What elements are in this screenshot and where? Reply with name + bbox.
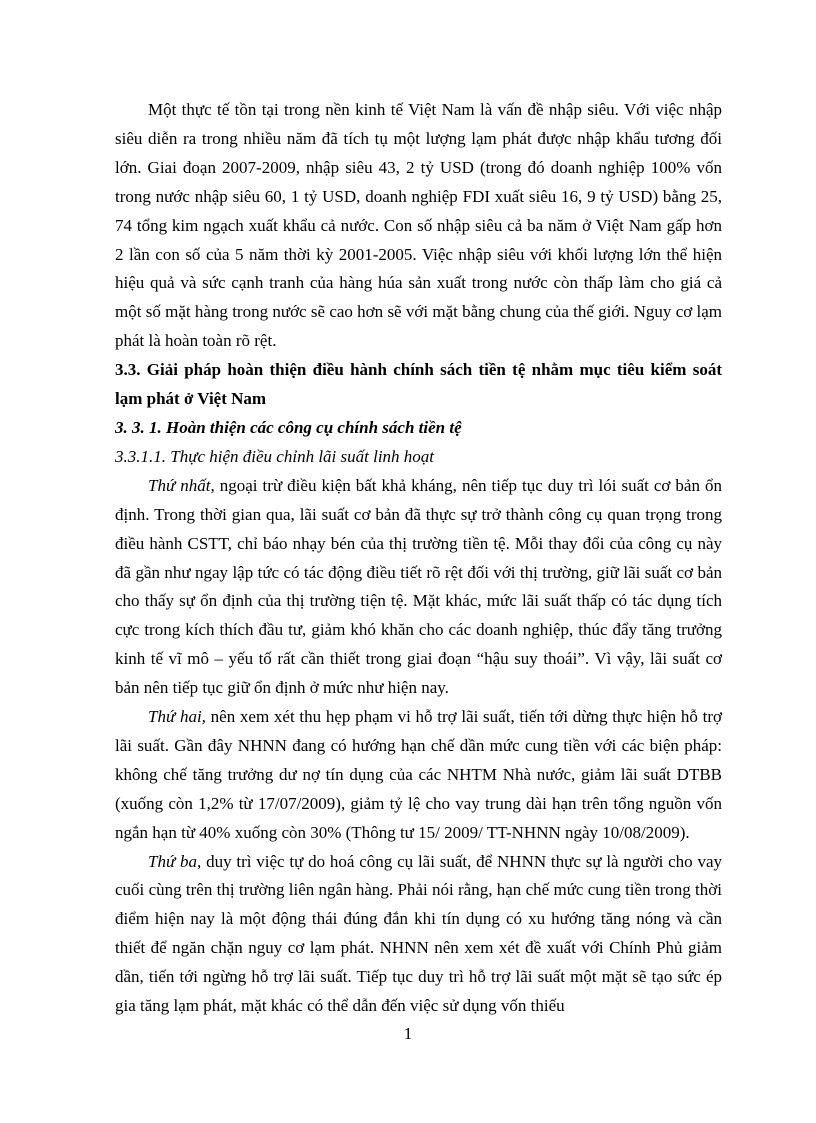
heading-section-3-3-1-1: 3.3.1.1. Thực hiện điều chỉnh lãi suất linh hoạt [115, 446, 435, 466]
paragraph-first-text: ngoại trừ điều kiện bất khả kháng, nên tiếp tục duy trì lói suất cơ bản ổn định. Trong thời gian qua, lãi suất cơ bản đã thực sự trở thành công cụ quan trọng trong điều hành CSTT, chỉ báo nhạy bén của thị trường tiền tệ. Mỗi thay đổi của công cụ này đã gần như ngay lập tức có tác động điều tiết rõ rệt đối với thị trường, giữ lãi suất cơ bản cho thấy sự ổn định của thị trường tiện tệ. Mặt khác, mức lãi suất thấp có tác dụng tích cực trong kích thích đầu tư, giảm khó khăn cho các doanh nghiệp, thúc đẩy tăng trưởng kinh tế vĩ mô – yếu tố rất cần thiết trong giai đoạn “hậu suy thoái”. Vì vậy, lãi suất cơ bản nên tiếp tục giữ ổn định ở mức như hiện nay. [115, 475, 722, 698]
paragraph-third [115, 848, 722, 1021]
paragraph-import-surplus: Một thực tế tồn tại trong nền kinh tế Việt Nam là vấn đề nhập siêu. Với việc nhập siêu diễn ra trong nhiều năm đã tích tụ một lượng lạm phát được nhập khẩu tương đối lớn. Giai đoạn 2007-2009, nhập siêu 43, 2 tỷ USD (trong đó doanh nghiệp 100% vốn trong nước nhập siêu 60, 1 tỷ USD, doanh nghiệp FDI xuất siêu 16, 9 tỷ USD) bằng 25, 74 tổng kim ngạch xuất khẩu cả nước. Con số nhập siêu cả ba năm ở Việt Nam gấp hơn 2 lần con số của 5 năm thời kỳ 2001-2005. Việc nhập siêu với khối lượng lớn thể hiện hiệu quả và sức cạnh tranh của hàng húa sản xuất trong nước còn thấp làm cho giá cả một số mặt hàng trong nước sẽ cao hơn sẽ với mặt bằng chung của thế giới. Nguy cơ lạm phát là hoàn toàn rõ rệt. [115, 100, 722, 351]
paragraph-second-text: nên xem xét thu hẹp phạm vi hỗ trợ lãi suất, tiến tới dừng thực hiện hỗ trợ lãi suất. Gần đây NHNN đang có hướng hạn chế dần mức cung tiền với các biện pháp: không chế tăng trưởng dư nợ tín dụng của các NHTM Nhà nước, giảm lãi suất DTBB (xuống còn 1,2% từ 17/07/2009), giảm tỷ lệ cho vay trung dài hạn trên tổng nguồn vốn ngắn hạn từ 40% xuống còn 30% (Thông tư 15/ 2009/ TT-NHNN ngày 10/08/2009). [115, 707, 722, 842]
heading-section-3-3-1: 3. 3. 1. Hoàn thiện các công cụ chính sách tiền tệ [115, 417, 462, 437]
paragraph-first [115, 472, 722, 703]
heading-section-3-3: 3.3. Giải pháp hoàn thiện điều hành chính sách tiền tệ nhằm mục tiêu kiểm soát lạm phát ở Việt Nam [115, 360, 722, 409]
paragraph-second [115, 703, 722, 848]
document-body [115, 96, 722, 1021]
page-number: 1 [403, 1024, 413, 1043]
paragraph-first-lead: Thứ nhất, [148, 475, 215, 495]
paragraph-third-lead: Thứ ba, [148, 851, 202, 871]
paragraph-third-text: duy trì việc tự do hoá công cụ lãi suất, để NHNN thực sự là người cho vay cuối cùng trên thị trường liên ngân hàng. Phải nói rằng, hạn chế mức cung tiền trong thời điểm hiện nay là một động thái đúng đắn khi tín dụng có xu hướng tăng nóng và cần thiết để ngăn chặn nguy cơ lạm phát. NHNN nên xem xét đề xuất với Chính Phủ giảm dần, tiến tới ngừng hỗ trợ lãi suất. Tiếp tục duy trì hỗ trợ lãi suất một mặt sẽ tạo sức ép gia tăng lạm phát, mặt khác có thể dẫn đến việc sử dụng vốn thiếu [115, 851, 722, 1016]
paragraph-second-lead: Thứ hai, [148, 707, 206, 727]
